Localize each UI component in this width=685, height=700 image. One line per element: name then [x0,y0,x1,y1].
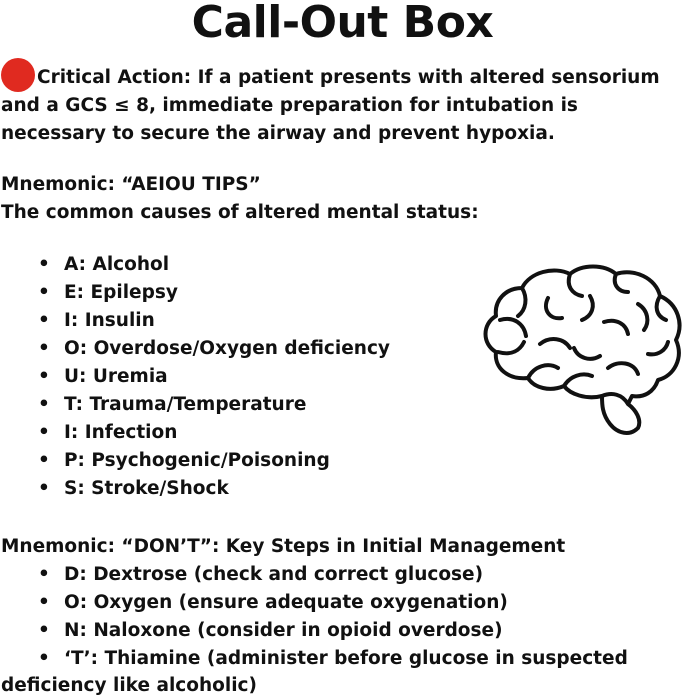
list-item: • T: Trauma/Temperature [38,391,390,419]
bullet-icon: • [38,338,50,359]
aeiou-subheading: The common causes of altered mental status: [1,202,479,223]
list-item: • P: Psychogenic/Poisoning [38,447,390,475]
bullet-icon: • [38,478,50,499]
bullet-icon: • [38,648,50,669]
bullet-icon: • [38,450,50,471]
bullet-icon: • [38,366,50,387]
page-title: Call-Out Box [191,0,494,48]
dont-list [38,561,628,673]
aeiou-heading: Mnemonic: “AEIOU TIPS” [1,174,261,195]
list-item: • O: Oxygen (ensure adequate oxygenation) [38,589,628,617]
bullet-icon: • [38,310,50,331]
bullet-icon: • [38,422,50,443]
list-item: • I: Insulin [38,307,390,335]
list-item: • S: Stroke/Shock [38,475,390,503]
critical-action-callout [1,58,681,148]
list-item: • A: Alcohol [38,251,390,279]
red-circle-icon [1,58,35,92]
causes-list [38,251,390,503]
list-item: • N: Naloxone (consider in opioid overdose) [38,617,628,645]
bullet-icon: • [38,254,50,275]
list-item: • U: Uremia [38,363,390,391]
bullet-icon: • [38,620,50,641]
dont-heading: Mnemonic: “DON’T”: Key Steps in Initial Management [1,536,566,557]
bullet-icon: • [38,394,50,415]
dont-item-continuation: deficiency like alcoholic) [1,675,257,696]
list-item: • I: Infection [38,419,390,447]
list-item: • E: Epilepsy [38,279,390,307]
list-item: • D: Dextrose (check and correct glucose) [38,561,628,589]
brain-icon [478,258,685,436]
critical-action-text: Critical Action: If a patient presents with altered sensorium and a GCS ≤ 8, immediate preparation for intubation is necessary to secure the airway and prevent hypoxia. [1,67,660,144]
list-item: • ‘T’: Thiamine (administer before glucose in suspected [38,645,628,673]
bullet-icon: • [38,282,50,303]
bullet-icon: • [38,564,50,585]
list-item: • O: Overdose/Oxygen deficiency [38,335,390,363]
bullet-icon: • [38,592,50,613]
